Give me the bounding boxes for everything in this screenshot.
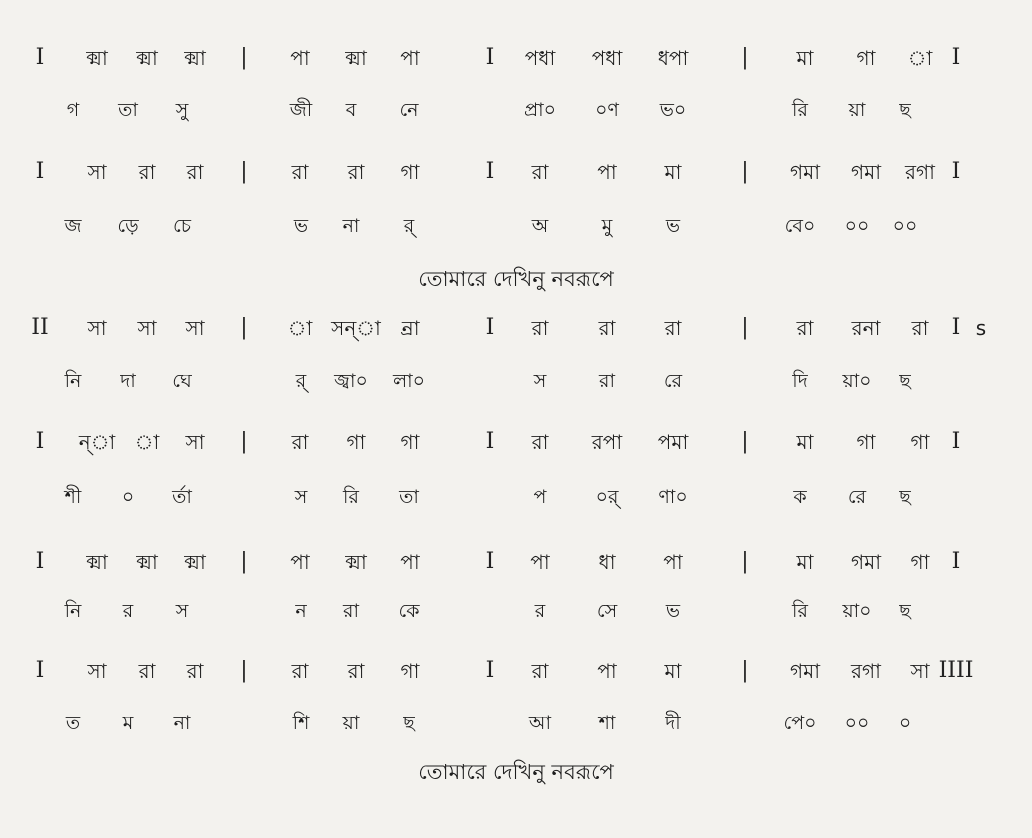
lyric-syllable: ছ <box>899 486 911 508</box>
notation-row <box>0 427 1032 457</box>
lyric-syllable: ছ <box>403 712 415 734</box>
note-cell: রা <box>291 430 309 454</box>
note-cell: রা <box>531 316 549 340</box>
lyric-syllable: ভ <box>293 215 309 237</box>
bar-line: I <box>35 159 45 184</box>
note-cell: সা <box>87 659 107 683</box>
note-cell: ক্মা <box>345 550 367 574</box>
lyric-syllable: ০ <box>121 486 135 508</box>
lyric-syllable: ক <box>793 486 807 508</box>
note-cell: পধা <box>591 46 623 70</box>
note-cell: সা <box>185 430 205 454</box>
bar-line: | <box>741 549 749 574</box>
bar-line: I <box>485 159 495 184</box>
lyric-syllable: তা <box>399 486 419 508</box>
lyric-syllable: রা <box>599 370 615 392</box>
bar-line: I <box>485 429 495 454</box>
notation-row <box>0 656 1032 686</box>
note-cell: পমা <box>657 430 689 454</box>
lyric-syllable: জ <box>64 215 82 237</box>
lyric-syllable: ছ <box>899 370 911 392</box>
note-cell: রা <box>531 659 549 683</box>
note-cell: রা <box>347 659 365 683</box>
note-cell: রা <box>138 160 156 184</box>
note-cell: রা <box>598 316 616 340</box>
bar-line: | <box>741 315 749 340</box>
lyric-syllable: প <box>533 486 547 508</box>
note-cell: ন্া <box>78 430 116 454</box>
bar-line: I <box>951 45 961 70</box>
lyric-syllable: ম <box>122 712 134 734</box>
bar-line: I <box>485 549 495 574</box>
note-cell: পা <box>400 46 420 70</box>
note-cell: পা <box>290 550 310 574</box>
lyric-syllable: নি <box>64 600 82 622</box>
lyric-syllable: ০র্ <box>595 486 619 508</box>
lyric-row <box>0 366 1032 396</box>
note-cell: সন্া <box>331 316 381 340</box>
note-cell: সা <box>137 316 157 340</box>
song-caption: তোমারে দেখিনু নবরূপে <box>418 267 614 291</box>
lyric-syllable: রে <box>847 486 867 508</box>
bar-line: I <box>485 45 495 70</box>
note-cell: s <box>975 316 987 340</box>
note-cell: পধা <box>524 46 556 70</box>
lyric-syllable: স <box>175 600 189 622</box>
note-cell: গা <box>856 430 876 454</box>
note-cell: ক্মা <box>345 46 367 70</box>
note-cell: রা <box>291 659 309 683</box>
lyric-syllable: স <box>294 486 308 508</box>
note-cell: সা <box>87 160 107 184</box>
song-caption: তোমারে দেখিনু নবরূপে <box>418 760 614 784</box>
lyric-row <box>0 211 1032 241</box>
lyric-syllable: ভ <box>665 600 681 622</box>
bar-line: I <box>35 658 45 683</box>
note-cell: রনা <box>851 316 881 340</box>
lyric-syllable: নি <box>64 370 82 392</box>
note-cell: ধপা <box>657 46 689 70</box>
note-cell: সা <box>185 316 205 340</box>
lyric-syllable: শী <box>64 486 82 508</box>
lyric-syllable: জী <box>289 99 313 121</box>
note-cell: মা <box>796 550 814 574</box>
note-cell: রা <box>347 160 365 184</box>
bar-line: | <box>240 549 248 574</box>
lyric-syllable: ব <box>345 99 357 121</box>
note-cell: া <box>287 316 313 340</box>
note-cell: রগা <box>851 659 881 683</box>
note-cell: রা <box>796 316 814 340</box>
bar-line: | <box>741 658 749 683</box>
lyric-syllable: দি <box>792 370 808 392</box>
bar-line: IIII <box>938 658 974 683</box>
lyric-syllable: ছ <box>899 99 911 121</box>
note-cell: গা <box>400 160 420 184</box>
note-cell: পা <box>597 160 617 184</box>
notation-row <box>0 43 1032 73</box>
note-cell: রা <box>531 430 549 454</box>
notation-row <box>0 547 1032 577</box>
bar-line: | <box>741 429 749 454</box>
lyric-syllable: ০০ <box>844 215 870 237</box>
bar-line: I <box>951 429 961 454</box>
lyric-syllable: ০ <box>898 712 912 734</box>
bar-line: I <box>35 549 45 574</box>
note-cell: গা <box>400 659 420 683</box>
lyric-syllable: য়া <box>848 99 866 121</box>
note-cell: ক্মা <box>136 46 158 70</box>
lyric-syllable: কে <box>398 600 420 622</box>
lyric-syllable: অ <box>531 215 549 237</box>
lyric-syllable: গ <box>66 99 80 121</box>
lyric-syllable: ভ০ <box>659 99 687 121</box>
bar-line: I <box>35 429 45 454</box>
note-cell: গা <box>400 430 420 454</box>
lyric-syllable: রি <box>343 486 359 508</box>
note-cell: গমা <box>850 550 882 574</box>
note-cell: ক্মা <box>136 550 158 574</box>
bar-line: | <box>240 429 248 454</box>
bar-line: | <box>240 159 248 184</box>
lyric-syllable: র <box>534 600 546 622</box>
note-cell: রা <box>911 316 929 340</box>
lyric-syllable: ০০ <box>892 215 918 237</box>
bar-line: | <box>240 45 248 70</box>
lyric-syllable: ভ <box>665 215 681 237</box>
note-cell: পা <box>290 46 310 70</box>
bar-line: II <box>31 315 49 340</box>
note-cell: া <box>134 430 160 454</box>
lyric-syllable: সে <box>596 600 618 622</box>
lyric-row <box>0 482 1032 512</box>
bar-line: | <box>741 159 749 184</box>
note-cell: রা <box>531 160 549 184</box>
note-cell: গা <box>910 550 930 574</box>
lyric-syllable: য়া০ <box>842 370 872 392</box>
note-cell: মা <box>796 46 814 70</box>
note-cell: সা <box>910 659 930 683</box>
bar-line: | <box>741 45 749 70</box>
lyric-syllable: স <box>533 370 547 392</box>
bar-line: I <box>35 45 45 70</box>
lyric-syllable: রে <box>663 370 683 392</box>
note-cell: গা <box>856 46 876 70</box>
lyric-syllable: বে০ <box>784 215 816 237</box>
lyric-syllable: প্রা০ <box>523 99 557 121</box>
note-cell: গমা <box>850 160 882 184</box>
lyric-syllable: র্ <box>295 370 307 392</box>
notation-row <box>0 313 1032 343</box>
lyric-syllable: ত <box>65 712 81 734</box>
lyric-syllable: র্ <box>403 215 415 237</box>
lyric-syllable: য়া০ <box>842 600 872 622</box>
lyric-syllable: লা০ <box>392 370 426 392</box>
lyric-syllable: ড়ে <box>117 215 139 237</box>
bar-line: I <box>951 159 961 184</box>
lyric-syllable: রি <box>792 600 808 622</box>
notation-row <box>0 157 1032 187</box>
note-cell: মা <box>664 659 682 683</box>
lyric-syllable: ঘে <box>172 370 192 392</box>
lyric-syllable: রা <box>343 600 359 622</box>
lyric-syllable: র্তা <box>172 486 192 508</box>
bar-line: I <box>485 658 495 683</box>
note-cell: রা <box>291 160 309 184</box>
note-cell: ক্মা <box>184 46 206 70</box>
bar-line: | <box>240 658 248 683</box>
note-cell: রপা <box>591 430 623 454</box>
lyric-syllable: না <box>173 712 191 734</box>
lyric-syllable: মু <box>601 215 613 237</box>
note-cell: গমা <box>789 160 821 184</box>
lyric-syllable: য়া <box>342 712 360 734</box>
note-cell: রা <box>186 160 204 184</box>
note-cell: পা <box>530 550 550 574</box>
note-cell: গা <box>346 430 366 454</box>
note-cell: ধা <box>598 550 616 574</box>
lyric-syllable: না <box>342 215 360 237</box>
lyric-syllable: ০ণ <box>595 99 619 121</box>
lyric-syllable: ণা০ <box>658 486 688 508</box>
note-cell: রা <box>138 659 156 683</box>
note-cell: ন্রা <box>400 316 420 340</box>
lyric-syllable: সু <box>175 99 189 121</box>
note-cell: গা <box>910 430 930 454</box>
lyric-row <box>0 596 1032 626</box>
lyric-row <box>0 95 1032 125</box>
note-cell: পা <box>663 550 683 574</box>
bar-line: I <box>485 315 495 340</box>
lyric-syllable: রি <box>792 99 808 121</box>
note-cell: ক্মা <box>86 550 108 574</box>
lyric-syllable: ছ <box>899 600 911 622</box>
note-cell: া <box>907 46 933 70</box>
lyric-syllable: তা <box>118 99 138 121</box>
note-cell: পা <box>597 659 617 683</box>
bar-line: | <box>240 315 248 340</box>
lyric-syllable: পে০ <box>783 712 817 734</box>
note-cell: রা <box>186 659 204 683</box>
note-cell: ক্মা <box>86 46 108 70</box>
lyric-row <box>0 708 1032 738</box>
note-cell: সা <box>87 316 107 340</box>
lyric-syllable: দা <box>120 370 136 392</box>
lyric-syllable: ন <box>295 600 307 622</box>
note-cell: রগা <box>905 160 935 184</box>
lyric-syllable: জ্বা০ <box>334 370 368 392</box>
lyric-syllable: চে <box>173 215 191 237</box>
note-cell: গমা <box>789 659 821 683</box>
note-cell: মা <box>796 430 814 454</box>
lyric-syllable: শি <box>292 712 310 734</box>
lyric-syllable: ০০ <box>844 712 870 734</box>
lyric-syllable: শা <box>598 712 616 734</box>
bar-line: I <box>951 549 961 574</box>
note-cell: ক্মা <box>184 550 206 574</box>
lyric-syllable: নে <box>399 99 419 121</box>
lyric-syllable: দী <box>665 712 681 734</box>
note-cell: পা <box>400 550 420 574</box>
lyric-syllable: র <box>122 600 134 622</box>
lyric-syllable: আ <box>528 712 552 734</box>
note-cell: মা <box>664 160 682 184</box>
bar-line: I <box>951 315 961 340</box>
note-cell: রা <box>664 316 682 340</box>
